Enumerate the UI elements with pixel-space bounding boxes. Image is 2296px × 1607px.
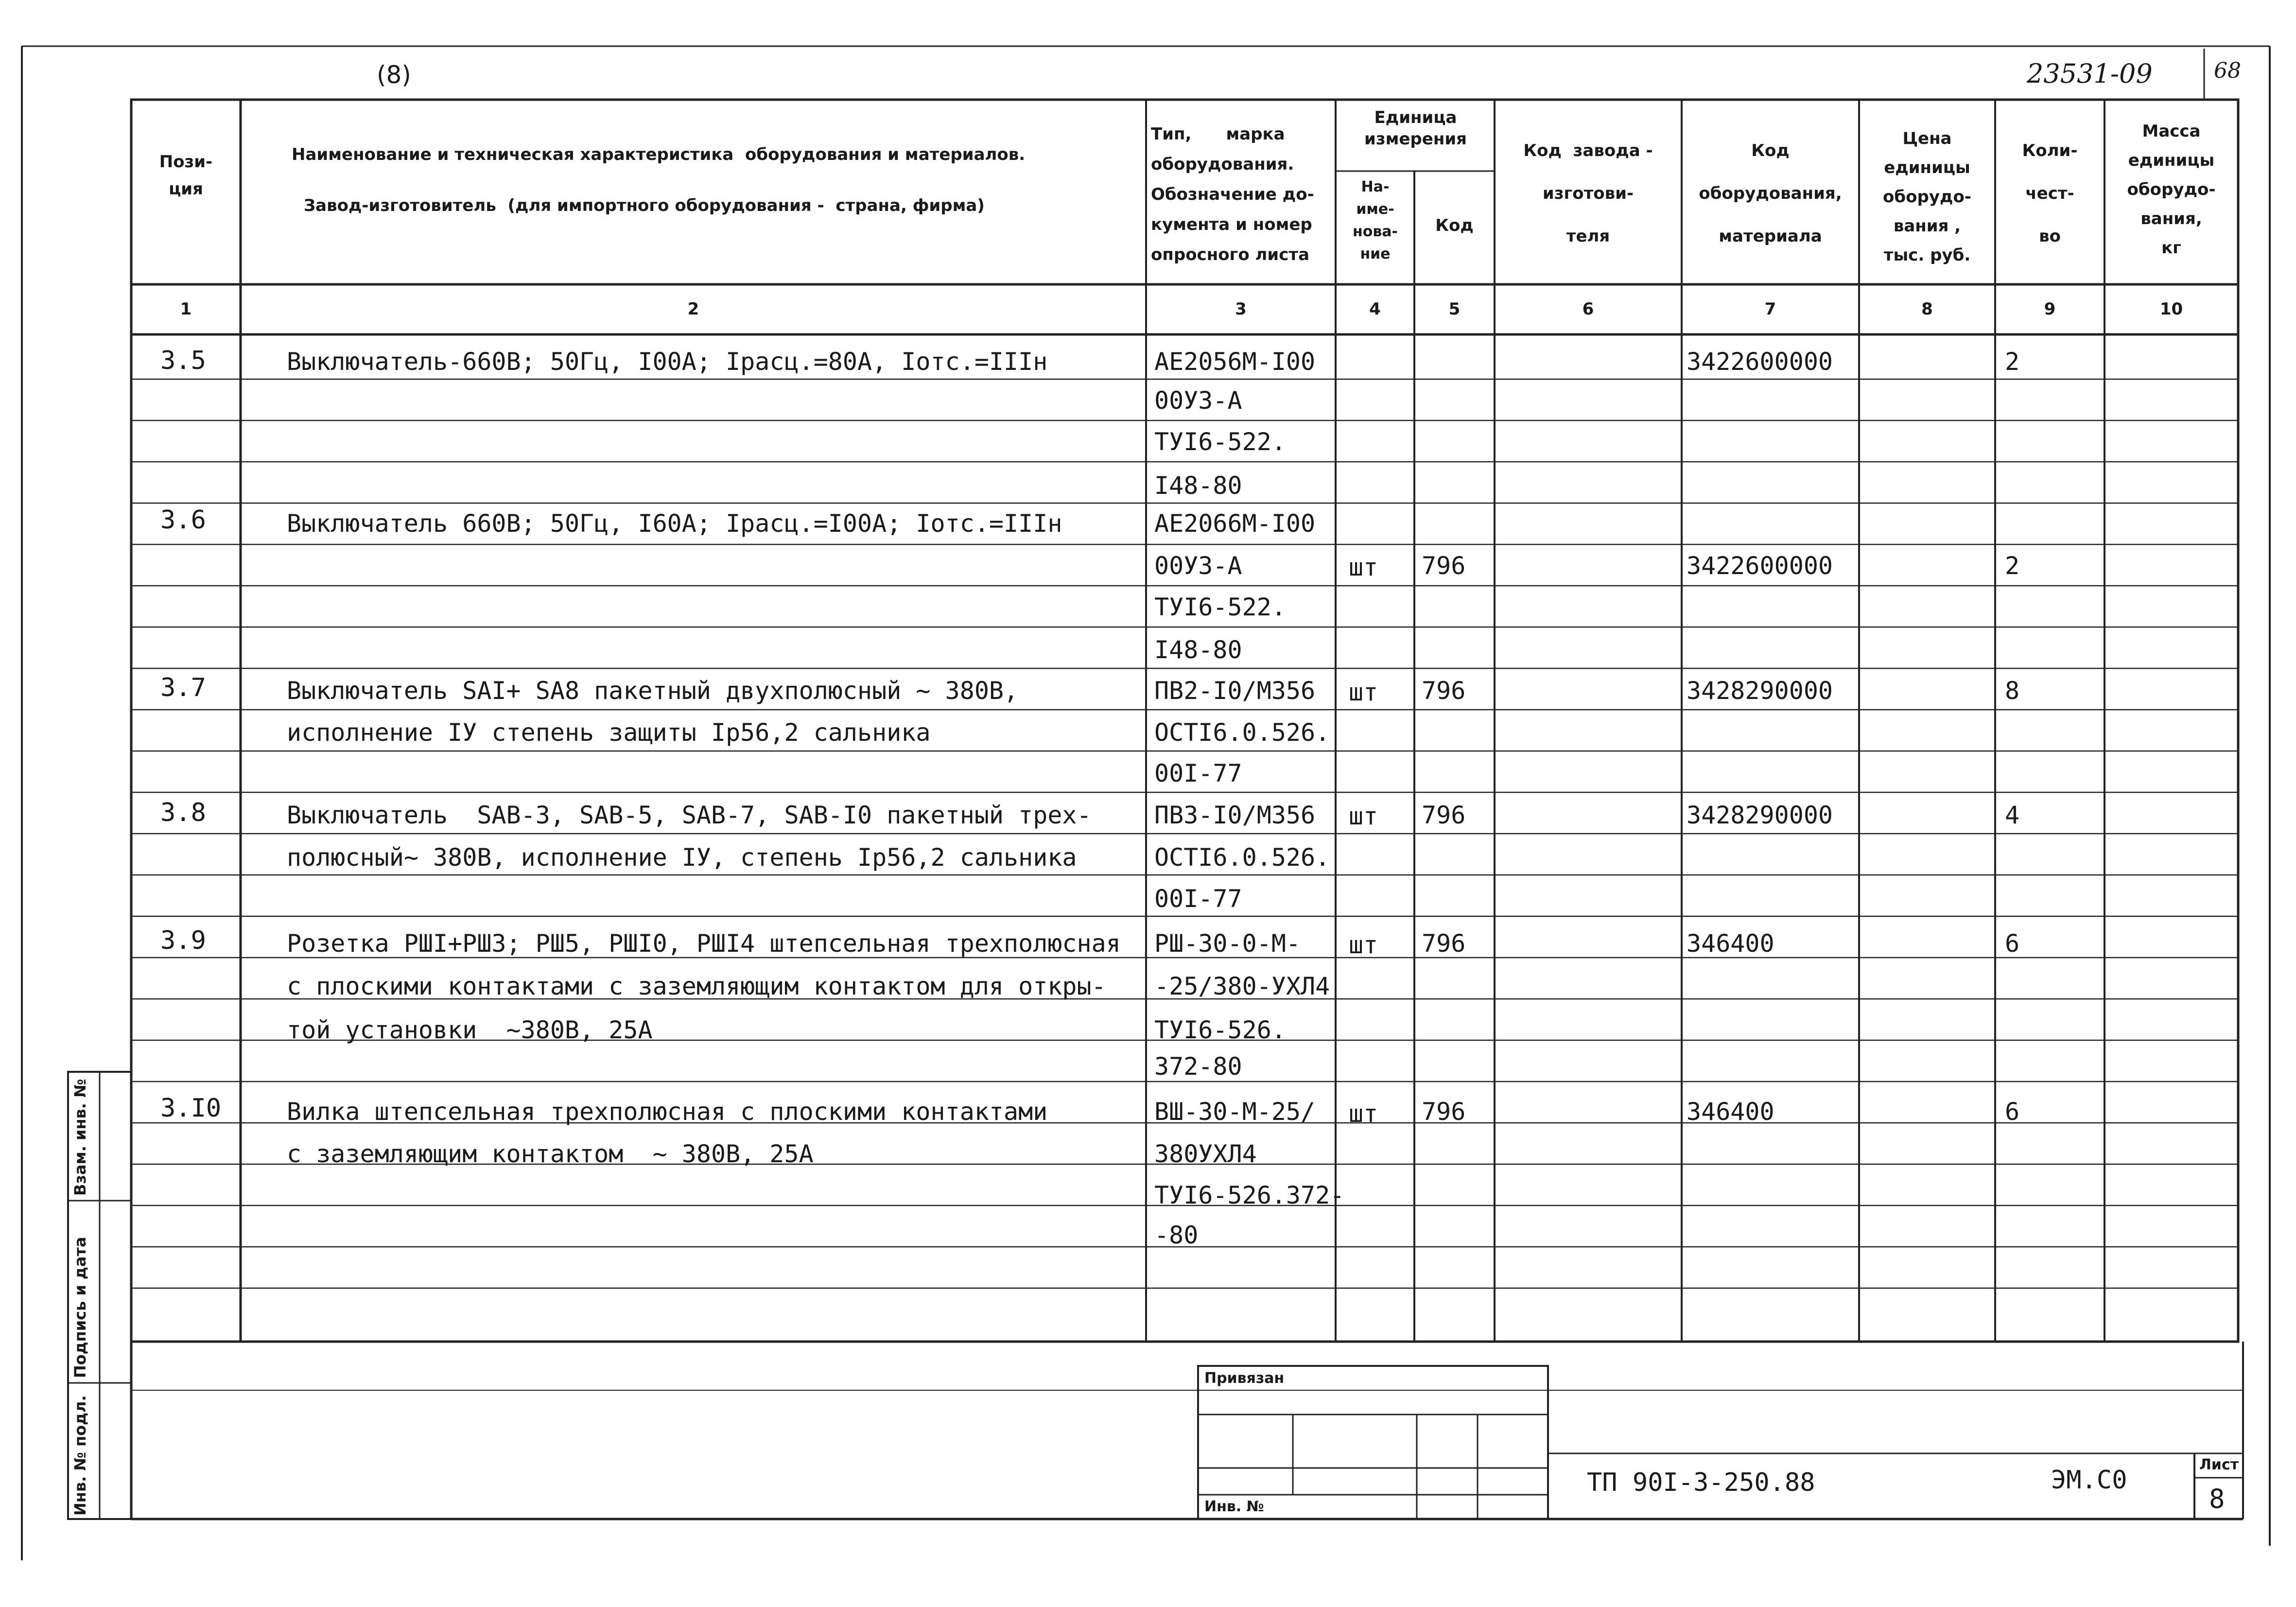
- item-type-line: ВШ-30-М-25/: [1154, 1098, 1316, 1126]
- item-unit: шт: [1349, 931, 1378, 959]
- colnum-8: 8: [1921, 299, 1933, 319]
- document-mark: ЭМ.С0: [2051, 1466, 2127, 1495]
- header-name-line2: Завод-изготовитель (для импортного оборудования - страна, фирма): [304, 196, 985, 215]
- item-type-line: I48-80: [1154, 472, 1242, 500]
- header-unit-group: Единица измерения: [1364, 108, 1467, 149]
- item-type-line: ТУI6-522.: [1154, 593, 1286, 621]
- item-type-line: РШ-30-0-М-: [1154, 929, 1301, 958]
- item-type-line: 00I-77: [1154, 759, 1242, 787]
- item-position: 3.I0: [160, 1094, 222, 1123]
- item-unit-code: 796: [1422, 677, 1466, 705]
- archive-number: 23531-09: [2027, 58, 2153, 89]
- item-name-line: Вилка штепсельная трехполюсная с плоскими контактами: [287, 1098, 1048, 1126]
- header-mass: Масса единицы оборудо- вания, кг: [2127, 122, 2216, 258]
- item-unit: шт: [1349, 802, 1378, 830]
- item-name-line: Выключатель-660В; 50Гц, I00A; Iрасц.=80A, Iотс.=IIIн: [287, 348, 1048, 376]
- item-type-line: ОСТI6.0.526.: [1154, 843, 1330, 872]
- item-name-line: с заземляющим контактом ~ 380В, 25А: [287, 1140, 814, 1168]
- side-stamp-podpis: Подпись и дата: [71, 1237, 89, 1378]
- item-name-line: Выключатель SAB-3, SAB-5, SAB-7, SAB-I0 пакетный трех-: [287, 801, 1092, 829]
- item-equipment-code: 346400: [1687, 929, 1774, 958]
- item-type-line: ПВ3-I0/М356: [1154, 801, 1316, 829]
- colnum-7: 7: [1764, 299, 1776, 319]
- item-name-line: Выключатель SAI+ SA8 пакетный двухполюсный ~ 380В,: [287, 677, 1019, 705]
- header-quantity: Коли- чест- во: [2022, 141, 2078, 246]
- header-unit-name: На- име- нова- ние: [1352, 178, 1398, 262]
- colnum-9: 9: [2044, 299, 2056, 319]
- header-plant-code: Код завода - изготови- теля: [1523, 141, 1653, 246]
- side-stamp-vzam: Взам. инв. №: [71, 1079, 89, 1196]
- item-type-line: -80: [1154, 1221, 1199, 1249]
- item-quantity: 6: [2005, 1098, 2020, 1126]
- item-unit-code: 796: [1422, 552, 1466, 580]
- item-type-line: АЕ2066М-I00: [1154, 509, 1316, 538]
- item-type-line: 00У3-А: [1154, 386, 1242, 415]
- item-equipment-code: 3428290000: [1687, 801, 1833, 829]
- colnum-4: 4: [1369, 299, 1381, 319]
- item-unit-code: 796: [1422, 929, 1466, 958]
- item-position: 3.8: [160, 798, 206, 827]
- item-equipment-code: 346400: [1687, 1098, 1774, 1126]
- colnum-10: 10: [2159, 299, 2183, 319]
- item-name-line: полюсный~ 380В, исполнение IУ, степень Ip56,2 сальника: [287, 843, 1077, 872]
- header-name-line1: Наименование и техническая характеристика оборудования и материалов.: [292, 145, 1026, 164]
- item-name-line: исполнение IУ степень защиты Ip56,2 сальника: [287, 718, 931, 747]
- header-price: Цена единицы оборудо- вания , тыс. руб.: [1883, 129, 1971, 265]
- item-unit: шт: [1349, 1100, 1378, 1128]
- item-type-line: 372-80: [1154, 1052, 1242, 1081]
- colnum-6: 6: [1582, 299, 1594, 319]
- item-name-line: Выключатель 660В; 50Гц, I60A; Iрасц.=I00A; Iотс.=IIIн: [287, 509, 1062, 538]
- item-position: 3.6: [160, 506, 206, 535]
- item-type-line: I48-80: [1154, 636, 1242, 664]
- item-quantity: 2: [2005, 348, 2020, 376]
- colnum-3: 3: [1235, 299, 1247, 319]
- item-quantity: 2: [2005, 552, 2020, 580]
- item-position: 3.9: [160, 926, 206, 955]
- item-quantity: 4: [2005, 801, 2020, 829]
- item-type-line: 00У3-А: [1154, 552, 1242, 580]
- item-type-line: 00I-77: [1154, 885, 1242, 913]
- item-unit: шт: [1349, 678, 1378, 706]
- item-type-line: ПВ2-I0/М356: [1154, 677, 1316, 705]
- inv-no-label: Инв. №: [1204, 1498, 1264, 1515]
- item-position: 3.5: [160, 346, 206, 375]
- item-equipment-code: 3428290000: [1687, 677, 1833, 705]
- header-type: Тип, марка оборудования. Обозначение до- кумента и номер опросного листа: [1151, 124, 1314, 264]
- item-type-line: ОСТI6.0.526.: [1154, 718, 1330, 747]
- colnum-2: 2: [687, 299, 699, 319]
- header-unit-code: Код: [1435, 216, 1474, 235]
- sheet-label: Лист: [2199, 1456, 2239, 1473]
- item-type-line: -25/380-УХЛ4: [1154, 972, 1330, 1000]
- item-unit-code: 796: [1422, 1098, 1466, 1126]
- archive-page: 68: [2214, 58, 2241, 83]
- item-type-line: 380УХЛ4: [1154, 1140, 1257, 1168]
- item-type-line: АЕ2056М-I00: [1154, 348, 1316, 376]
- item-type-line: ТУI6-526.: [1154, 1016, 1286, 1044]
- page-label: (8): [377, 61, 411, 89]
- item-type-line: ТУI6-526.372-: [1154, 1181, 1345, 1209]
- item-quantity: 8: [2005, 677, 2020, 705]
- item-unit-code: 796: [1422, 801, 1466, 829]
- side-stamp-inv-podl: Инв. № подл.: [71, 1395, 89, 1516]
- item-equipment-code: 3422600000: [1687, 348, 1833, 376]
- item-name-line: с плоскими контактами с заземляющим контактом для откры-: [287, 972, 1106, 1000]
- item-name-line: той установки ~380В, 25А: [287, 1016, 653, 1044]
- item-unit: шт: [1349, 553, 1378, 581]
- colnum-1: 1: [180, 299, 192, 319]
- header-position: Пози- ция: [159, 152, 213, 199]
- item-name-line: Розетка РШI+РШ3; РШ5, РШI0, РШI4 штепсельная трехполюсная: [287, 929, 1121, 958]
- item-quantity: 6: [2005, 929, 2020, 958]
- item-position: 3.7: [160, 673, 206, 702]
- colnum-5: 5: [1448, 299, 1461, 319]
- item-type-line: ТУI6-522.: [1154, 428, 1286, 456]
- privyazan-label: Привязан: [1204, 1370, 1285, 1387]
- document-code: ТП 90I-3-250.88: [1587, 1468, 1815, 1497]
- header-equipment-code: Код оборудования, материала: [1699, 141, 1842, 246]
- sheet-number: 8: [2209, 1484, 2225, 1514]
- item-equipment-code: 3422600000: [1687, 552, 1833, 580]
